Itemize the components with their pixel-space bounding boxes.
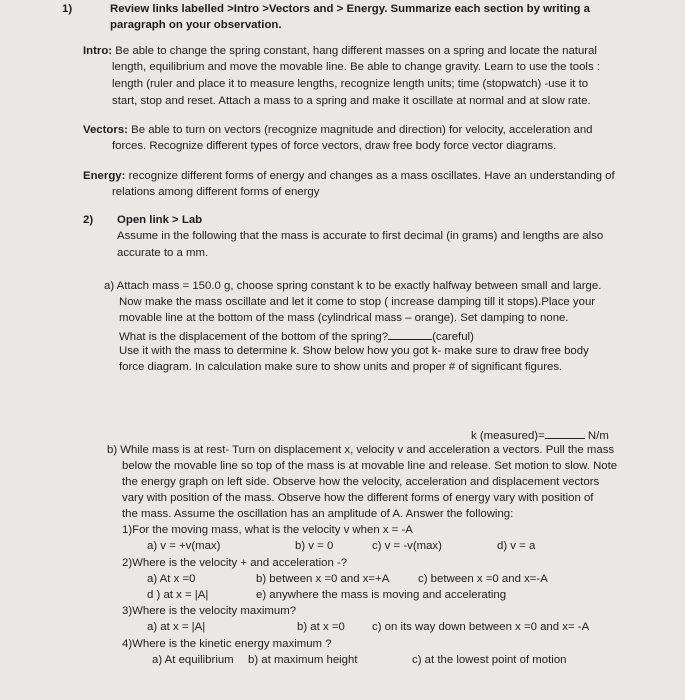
q1-heading-line1: Review links labelled >Intro >Vectors and > Energy. Summarize each section by writing a: [110, 3, 590, 15]
intro-line: start, stop and reset. Attach a mass to a spring and make it oscillate at normal and at slow rate.: [112, 95, 591, 107]
vectors-label: Vectors:: [83, 124, 128, 136]
part-b-line: vary with position of the mass. Observe how the different forms of energy vary with position of: [122, 492, 594, 504]
part-b-line: the energy graph on left side. Observe how the velocity, acceleration and displacement vectors: [122, 476, 600, 488]
intro-line: length (ruler and place it to measure lengths, recognize length units; time (stopwatch) -use it to: [112, 78, 589, 90]
assume-line: accurate to a mm.: [117, 247, 209, 259]
k-measured-line: [471, 427, 609, 445]
subq4-option-c: c) at the lowest point of motion: [412, 654, 567, 666]
subq3-option-c: c) on its way down between x =0 and x= -A: [372, 621, 590, 633]
q1-heading-line2: paragraph on your observation.: [110, 19, 282, 31]
vectors-line: Be able to turn on vectors (recognize magnitude and direction) for velocity, acceleration and: [131, 124, 593, 136]
subq1-question: 1)For the moving mass, what is the velocity v when x = -A: [122, 524, 413, 536]
subq1-option-a: a) v = +v(max): [147, 540, 221, 552]
energy-line: relations among different forms of energy: [112, 186, 320, 198]
subq3-question: 3)Where is the velocity maximum?: [122, 605, 297, 617]
part-b-line: below the movable line so top of the mass is at movable line and release. Set motion to slow. Note: [122, 460, 618, 472]
subq2-option-a: a) At x =0: [147, 573, 196, 585]
energy-line: recognize different forms of energy and changes as a mass oscillates. Have an understanding of: [128, 170, 615, 182]
subq2-question: 2)Where is the velocity + and acceleration -?: [122, 557, 348, 569]
part-b-line: the mass. Assume the oscillation has an amplitude of A. Answer the following:: [122, 508, 514, 520]
vectors-line: forces. Recognize different types of force vectors, draw free body force vector diagrams.: [112, 140, 557, 152]
subq2-option-d: d ) at x = |A|: [147, 589, 209, 601]
energy-paragraph: [83, 169, 615, 185]
subq1-option-b: b) v = 0: [295, 540, 334, 552]
intro-line: length, equilibrium and move the movable line. Be able to change gravity. Learn to use the tools :: [112, 61, 600, 73]
subq4-question: 4)Where is the kinetic energy maximum ?: [122, 638, 332, 650]
part-a-line: movable line at the bottom of the mass (cylindrical mass – orange). Set damping to none.: [119, 312, 569, 324]
subq1-option-c: c) v = -v(max): [372, 540, 442, 552]
part-a-line: Use it with the mass to determine k. Show below how you got k- make sure to draw free body: [119, 345, 589, 357]
displacement-question-text: What is the displacement of the bottom of the spring?: [119, 331, 389, 343]
displacement-question: [119, 328, 474, 346]
careful-note: (careful): [432, 331, 474, 343]
energy-label: Energy:: [83, 170, 126, 182]
part-a-line: Now make the mass oscillate and let it come to stop ( increase damping till it stops).Place your: [119, 296, 596, 308]
intro-paragraph: [83, 44, 597, 60]
k-unit: N/m: [587, 430, 609, 442]
q1-number: 1): [62, 3, 73, 15]
q2-heading: Open link > Lab: [117, 214, 203, 226]
vectors-paragraph: [83, 123, 593, 139]
subq3-option-b: b) at x =0: [297, 621, 345, 633]
displacement-answer-blank[interactable]: [388, 328, 432, 340]
k-answer-blank[interactable]: [545, 427, 585, 439]
subq2-option-c: c) between x =0 and x=-A: [418, 573, 548, 585]
part-b-line: b) While mass is at rest- Turn on displacement x, velocity v and acceleration a vectors. Pull the mass: [107, 444, 615, 456]
intro-line: Be able to change the spring constant, hang different masses on a spring and locate the natural: [115, 45, 597, 57]
assume-line: Assume in the following that the mass is accurate to first decimal (in grams) and lengths are also: [117, 230, 604, 242]
q2-number: 2): [83, 214, 94, 226]
intro-label: Intro:: [83, 45, 113, 57]
subq1-option-d: d) v = a: [497, 540, 536, 552]
k-measured-label: k (measured)=: [471, 430, 545, 442]
subq2-option-e: e) anywhere the mass is moving and accelerating: [256, 589, 507, 601]
subq4-option-a: a) At equilibrium: [152, 654, 234, 666]
subq3-option-a: a) at x = |A|: [147, 621, 206, 633]
part-a-line: a) Attach mass = 150.0 g, choose spring constant k to be exactly halfway between small and large.: [104, 280, 602, 292]
subq2-option-b: b) between x =0 and x=+A: [256, 573, 390, 585]
subq4-option-b: b) at maximum height: [248, 654, 358, 666]
part-a-line: force diagram. In calculation make sure to show units and proper # of significant figures.: [119, 361, 563, 373]
